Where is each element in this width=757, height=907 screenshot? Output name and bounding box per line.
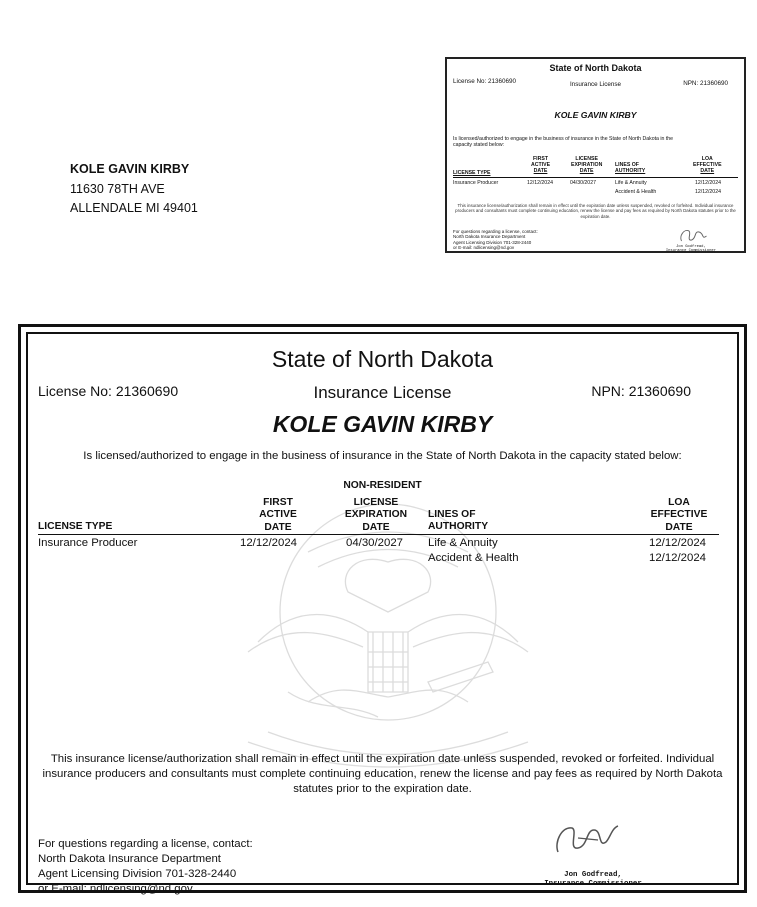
recipient-name: KOLE GAVIN KIRBY bbox=[70, 162, 190, 176]
loa-effective-date: 12/12/2024 bbox=[649, 552, 707, 564]
loa-effective-date: 12/12/2024 bbox=[649, 537, 707, 549]
card-col-expiration: LICENSE EXPIRATION DATE bbox=[571, 156, 603, 174]
col-expiration: LICENSE EXPIRATION DATE bbox=[344, 497, 408, 533]
card-license-no: License No: 21360690 bbox=[453, 78, 517, 85]
card-col-first-active: FIRST ACTIVE DATE bbox=[531, 156, 551, 174]
card-holder-name: KOLE GAVIN KIRBY bbox=[554, 110, 637, 120]
contact-info: For questions regarding a license, contact: North Dakota Insurance Department Agent Licensing Division 701-328-2440 or E-mail: ndlicensing@nd.gov bbox=[38, 838, 253, 895]
license-certificate bbox=[18, 324, 747, 893]
card-loa-date: 12/12/2024 bbox=[695, 180, 721, 186]
card-state-title: State of North Dakota bbox=[549, 63, 642, 73]
license-conditions: This insurance license/authorization shall remain in effect until the expiration date unless suspended, revoked or forfeited. Individual insurance producers and consultants must complete continuing education, renew the license and pay fees as required by North Dakota statutes prior to the expiration date. bbox=[42, 753, 723, 795]
license-number: License No: 21360690 bbox=[38, 383, 179, 399]
loa-name: Life & Annuity bbox=[428, 537, 498, 549]
card-row-first-active: 12/12/2024 bbox=[527, 180, 553, 186]
row-license-type: Insurance Producer bbox=[38, 537, 138, 549]
commissioner-name-title: Jon Godfread, Insurance Commissioner bbox=[544, 871, 642, 888]
commissioner-signature-icon bbox=[548, 818, 628, 858]
card-signatory: Jon Godfread, Insurance Commissioner bbox=[665, 245, 716, 254]
card-loa-name: Accident & Health bbox=[615, 189, 657, 195]
state-title: State of North Dakota bbox=[271, 346, 494, 372]
wallet-card bbox=[445, 57, 746, 253]
card-loa-name: Life & Annuity bbox=[615, 180, 647, 186]
recipient-street: 11630 78TH AVE bbox=[70, 181, 165, 196]
card-signature-icon bbox=[674, 226, 714, 246]
row-first-active-date: 12/12/2024 bbox=[240, 537, 298, 549]
card-loa-date: 12/12/2024 bbox=[695, 189, 721, 195]
card-npn: NPN: 21360690 bbox=[683, 80, 728, 87]
authorization-statement: Is licensed/authorized to engage in the business of insurance in the State of North Dakota in the capacity stated below: bbox=[83, 450, 682, 462]
card-license-kind: Insurance License bbox=[569, 81, 622, 88]
col-loa-effective: LOA EFFECTIVE DATE bbox=[650, 497, 708, 533]
card-contact: For questions regarding a license, contact: North Dakota Insurance Department Agent Licensing Division 701-328-2440 or E-mail: ndlicensing@nd.gov bbox=[453, 229, 538, 251]
card-col-license-type: LICENSE TYPE bbox=[453, 170, 491, 176]
mailing-address bbox=[70, 160, 198, 219]
license-holder-name: KOLE GAVIN KIRBY bbox=[272, 411, 493, 437]
card-row-type: Insurance Producer bbox=[453, 180, 499, 186]
license-kind: Insurance License bbox=[313, 383, 452, 402]
col-first-active: FIRST ACTIVE DATE bbox=[259, 497, 297, 533]
table-header-rule bbox=[38, 534, 719, 535]
loa-name: Accident & Health bbox=[428, 552, 519, 564]
card-row-expiration: 04/30/2027 bbox=[570, 180, 596, 186]
row-expiration-date: 04/30/2027 bbox=[346, 537, 404, 549]
card-conditions: This insurance license/authorization shall remain in effect until the expiration date unless suspended, revoked or forfeited. Individual insurance producers and consultants must complete continuing education, renew the license and pay fees as required by North Dakota statutes prior to the expiration date. bbox=[455, 203, 736, 219]
residency-status: NON-RESIDENT bbox=[343, 480, 422, 491]
col-license-type: LICENSE TYPE bbox=[38, 521, 113, 532]
npn-number: NPN: 21360690 bbox=[591, 383, 691, 399]
card-col-loa: LOA EFFECTIVE DATE bbox=[693, 156, 722, 174]
card-statement: Is licensed/authorized to engage in the business of insurance in the State of North Dakota in the capacity stated below: bbox=[453, 136, 674, 149]
col-lines-of-authority: LINES OF AUTHORITY bbox=[428, 509, 489, 533]
card-col-lines: LINES OF AUTHORITY bbox=[615, 162, 646, 174]
recipient-city-state-zip: ALLENDALE MI 49401 bbox=[70, 201, 198, 215]
